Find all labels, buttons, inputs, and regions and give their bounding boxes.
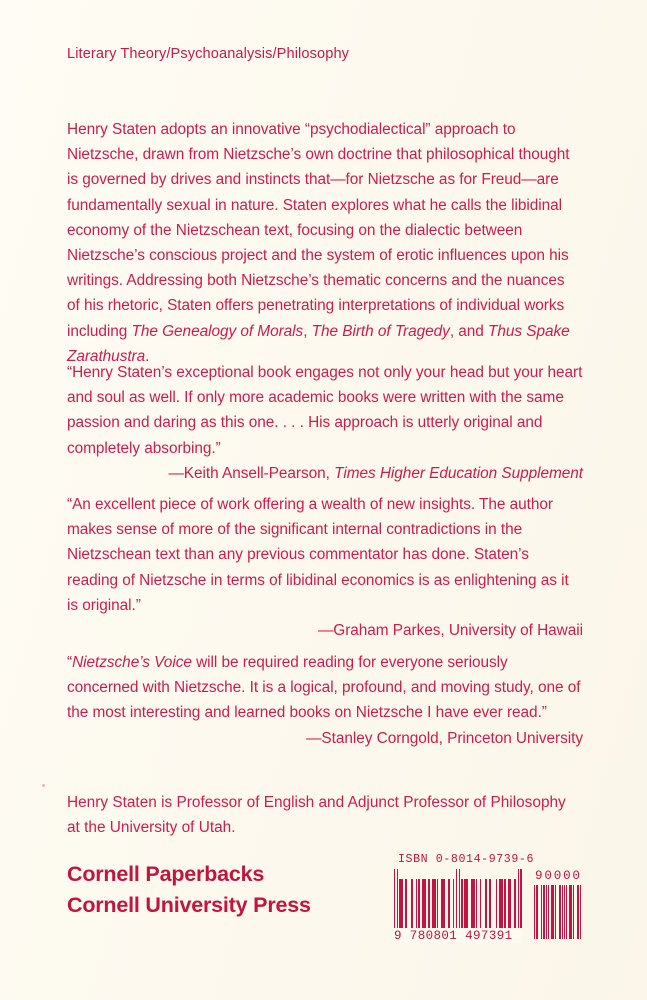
- author-bio: Henry Staten is Professor of English and Adjunct Professor of Philosophy at the University of Utah.: [67, 794, 566, 837]
- review-attribution-1-source: Times Higher Education Supplement: [334, 464, 583, 482]
- review-attribution-2: [67, 618, 583, 643]
- ean5-addon-barcode: [534, 869, 581, 939]
- review-attribution-1-name: —Keith Ansell-Pearson,: [168, 464, 335, 482]
- review-quote-2-text: “An excellent piece of work offering a wealth of new insights. The author makes sense of more of the significant internal contradictions in the Nietzschean text than any previous commentator has done. Staten’s reading of Nietzsche in terms of libidinal economics is as enlightening as it is original.”: [67, 496, 569, 614]
- isbn-label: ISBN 0-8014-9739-6: [398, 853, 535, 866]
- ean13-digits: 9 780801 497391: [394, 928, 522, 943]
- blurb-sep-1: ,: [303, 322, 312, 340]
- review-quote-1-text: “Henry Staten’s exceptional book engages not only your head but your heart and soul as well. If only more academic books were written with the same passion and daring as this one. . . . His approach is utterly original and completely absorbing.”: [67, 364, 583, 457]
- review-quote-3-text: will be required reading for everyone seriously concerned with Nietzsche. It is a logical, profound, and moving study, one of the most interesting and learned books on Nietzsche I have ever read.”: [67, 654, 581, 722]
- publisher-line-2: Cornell University Press: [67, 893, 311, 917]
- barcode-row: [394, 869, 584, 943]
- book-title-birth-of-tragedy: The Birth of Tragedy: [311, 322, 450, 340]
- review-attribution-2-name: —Graham Parkes, University of Hawaii: [317, 622, 583, 640]
- book-title-nietzsches-voice: Nietzsche’s Voice: [72, 654, 192, 671]
- blurb-text-tail: .: [145, 347, 150, 365]
- print-speck: [42, 784, 45, 787]
- book-title-genealogy: The Genealogy of Morals: [131, 322, 304, 340]
- book-title-zarathustra: Thus Spake Zarathustra: [67, 322, 570, 365]
- review-attribution-3: [67, 726, 583, 751]
- review-attribution-1: [67, 461, 583, 486]
- description-paragraph: [67, 117, 577, 369]
- review-quote-1: [67, 360, 583, 486]
- ean5-addon-bars: [534, 885, 581, 939]
- review-quote-2: [67, 492, 583, 643]
- category-line: Literary Theory/Psychoanalysis/Philosophy: [67, 46, 350, 62]
- publisher-line-1: Cornell Paperbacks: [67, 862, 265, 886]
- review-quote-3-openquote: “: [67, 654, 73, 671]
- review-quote-3: [67, 650, 583, 751]
- ean5-addon-digits: 90000: [535, 869, 582, 883]
- blurb-text-lead: Henry Staten adopts an innovative “psychodialectical” approach to Nietzsche, drawn from Nietzsche’s own doctrine that philosophical thought is governed by drives and instincts that—for Nietzsche as for Freud—are fundamentally sexual in nature. Staten explores what he calls the libidinal economy of the Nietzschean text, focusing on the dialectic between Nietzsche’s conscious project and the system of erotic influences upon his writings. Addressing both Nietzsche’s thematic concerns and the nuances of his rhetoric, Staten offers penetrating interpretations of individual works including: [67, 121, 570, 340]
- blurb-sep-2: , and: [449, 322, 489, 340]
- barcode-area: [394, 853, 584, 943]
- ean13-barcode: [394, 869, 522, 943]
- review-attribution-3-name: —Stanley Corngold, Princeton University: [306, 729, 583, 747]
- publisher-imprint: [67, 859, 311, 921]
